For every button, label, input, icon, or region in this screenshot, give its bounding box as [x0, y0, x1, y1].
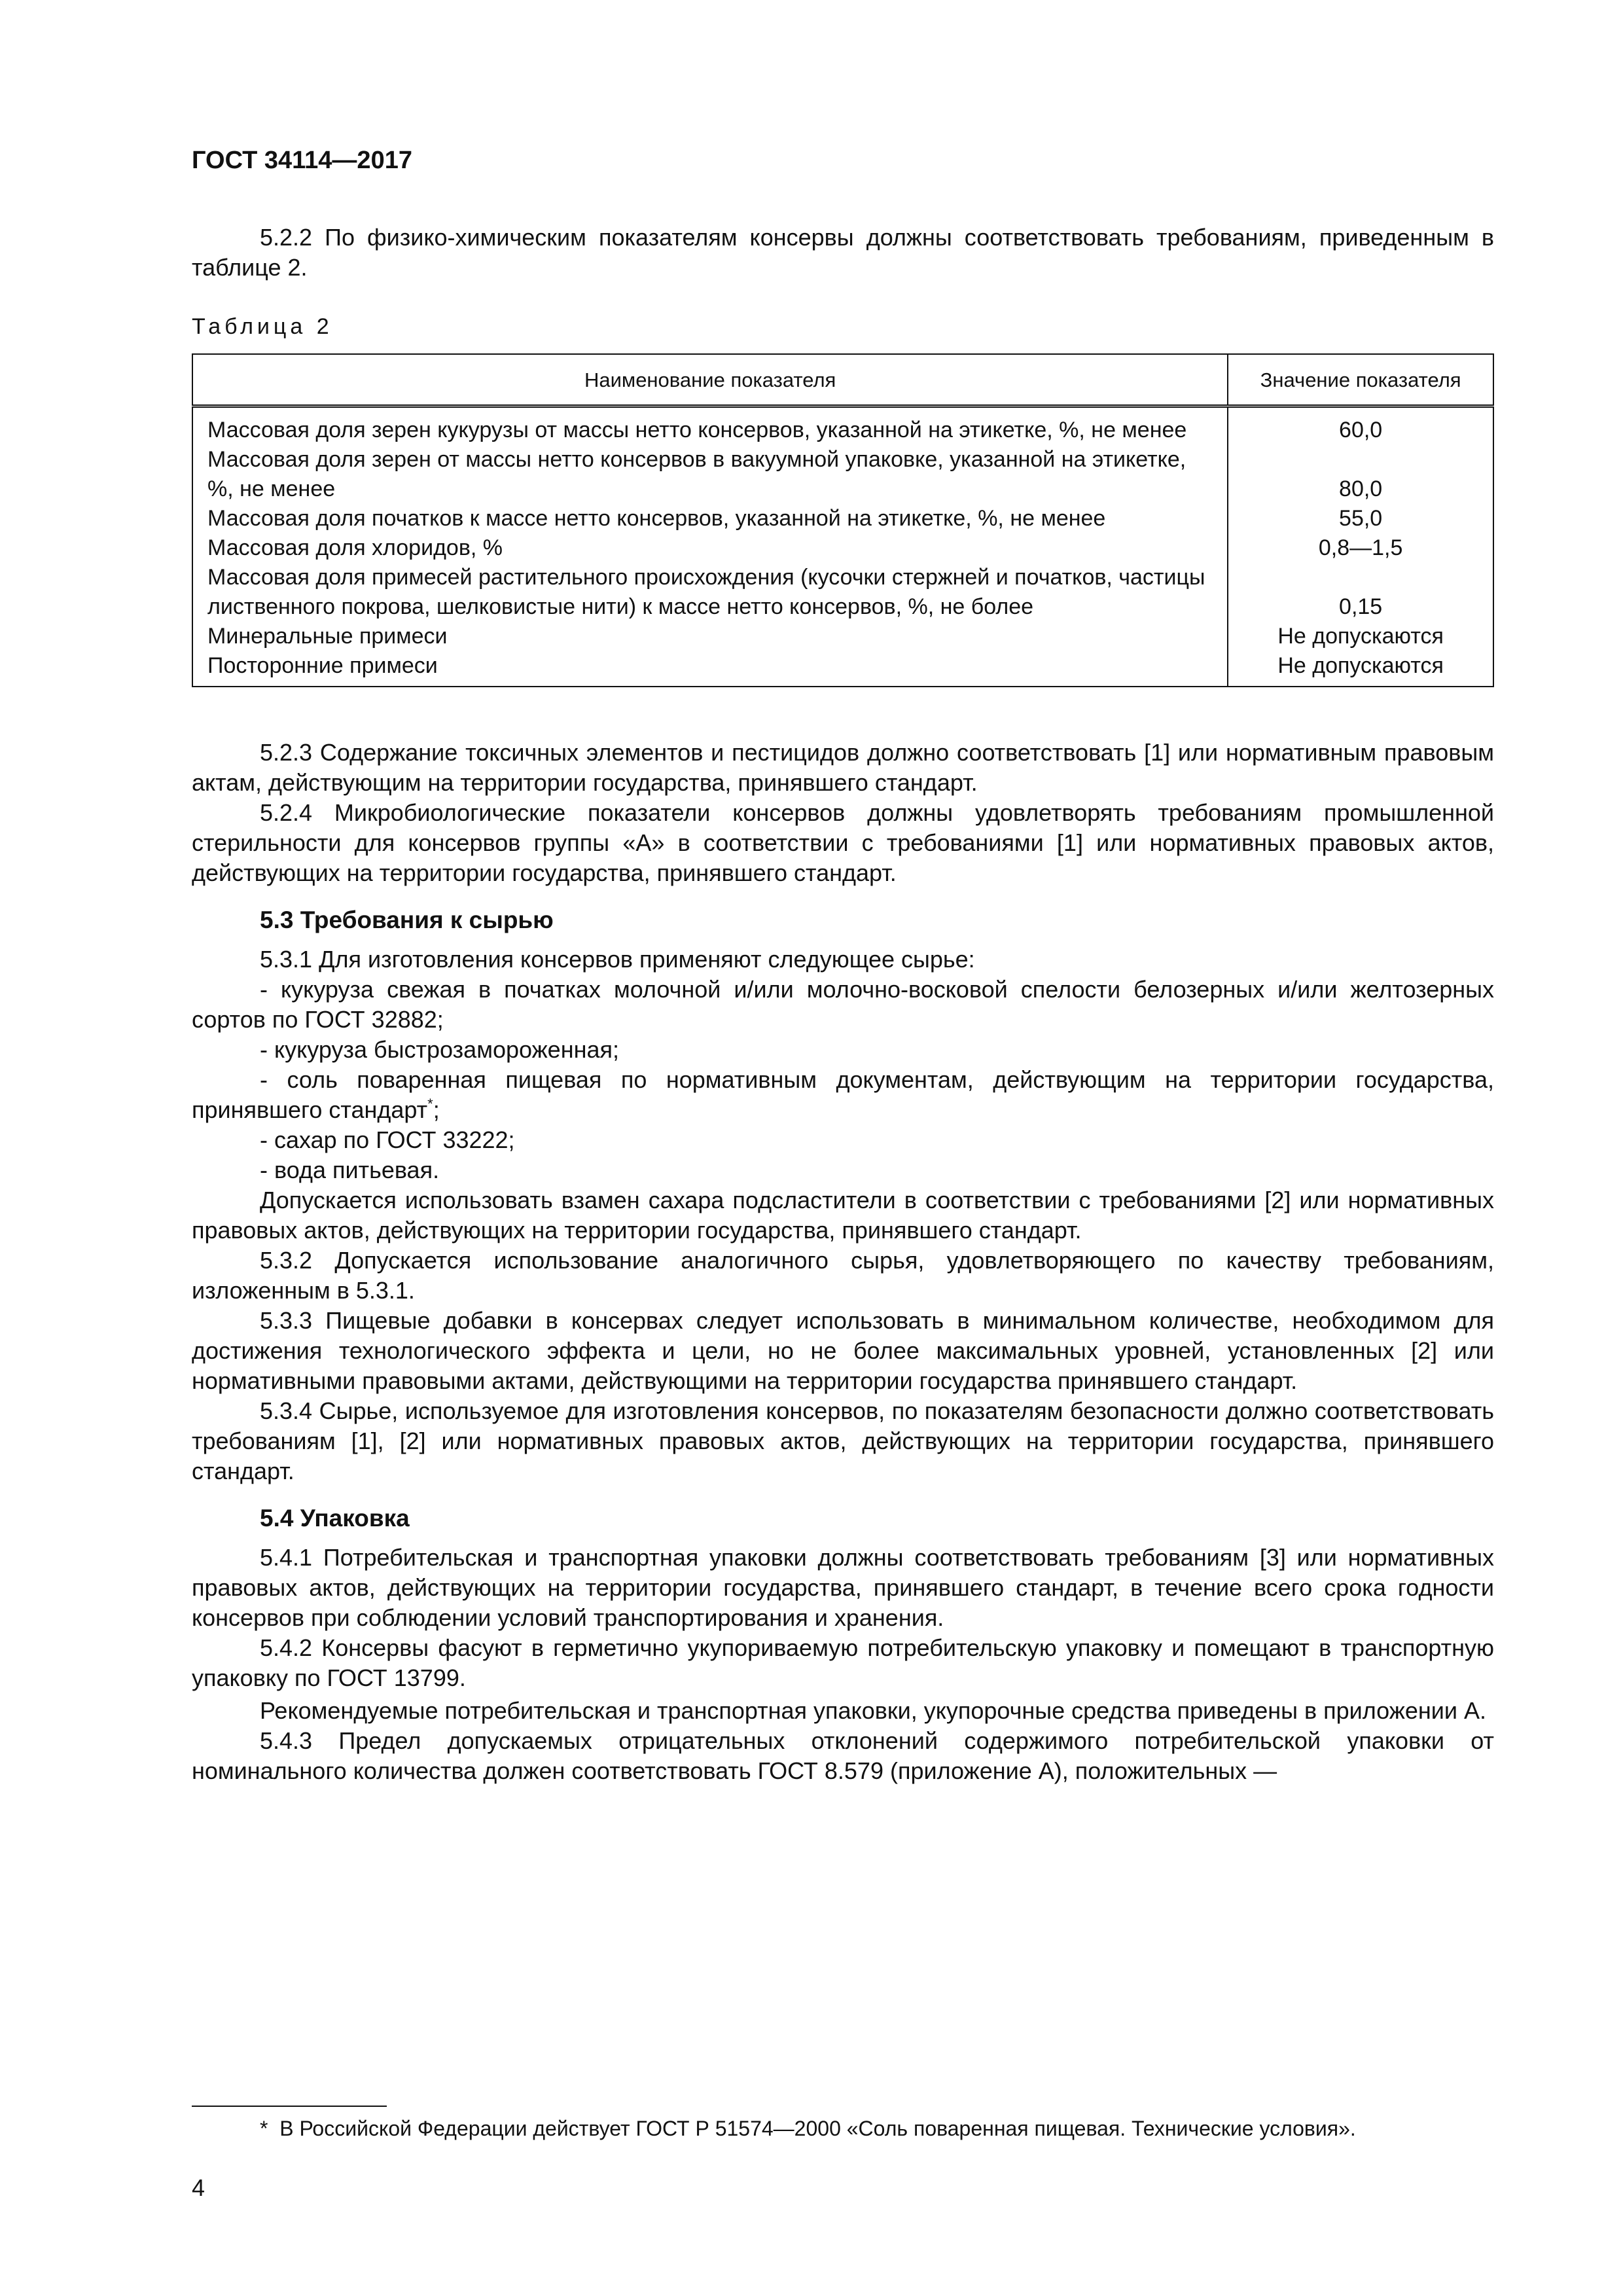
paragraph-5-3-1: 5.3.1 Для изготовления консервов применяют следующее сырье: [260, 946, 975, 973]
table-caption: Таблица 2 [192, 314, 333, 339]
table-row [192, 622, 1493, 651]
page-number: 4 [192, 2174, 205, 2201]
indicator-value: 0,8—1,5 [1228, 533, 1493, 563]
paragraph-5-4-3: 5.4.3 Предел допускаемых отрицательных отклонений содержимого потребительской упаковки от номинального количества должен соответствовать ГОСТ 8.579 (приложение А), положительных — [192, 1727, 1494, 1784]
indicator-name: Посторонние примеси [192, 651, 1228, 687]
indicator-value: 55,0 [1228, 504, 1493, 533]
footnote [192, 2114, 1494, 2143]
indicator-name: Массовая доля зерен от массы нетто консервов в вакуумной упаковке, указанной на этикетке, %, не менее [192, 445, 1228, 504]
paragraph-5-2-4: 5.2.4 Микробиологические показатели консервов должны удовлетворять требованиям промышленной стерильности для консервов группы «А» в соответствии с требованиями [1] или нормативных правовых актов, действующих на территории государства, принявшего стандарт. [192, 799, 1494, 886]
indicator-value: Не допускаются [1228, 622, 1493, 651]
indicator-name: Массовая доля хлоридов, % [192, 533, 1228, 563]
paragraph-5-4-1: 5.4.1 Потребительская и транспортная упаковки должны соответствовать требованиям [3] или нормативных правовых актов, действующих на территории государства, принявшего стандарт, в течение всего срока годности консервов при соблюдении условий транспортирования и хранения. [192, 1544, 1494, 1631]
table-row [192, 563, 1493, 622]
paragraph-5-3-2: 5.3.2 Допускается использование аналогичного сырья, удовлетворяющего по качеству требованиям, изложенным в 5.3.1. [192, 1247, 1494, 1304]
indicator-name: Массовая доля зерен кукурузы от массы нетто консервов, указанной на этикетке, %, не менее [192, 406, 1228, 446]
paragraph-5-3-4: 5.3.4 Сырье, используемое для изготовления консервов, по показателям безопасности должно соответствовать требованиям [1], [2] или нормативных правовых актов, действующих на территории государства, принявшего стандарт. [192, 1397, 1494, 1484]
indicator-value: 0,15 [1228, 563, 1493, 622]
indicator-value: 80,0 [1228, 445, 1493, 504]
footnote-mark: * [260, 2117, 268, 2140]
list-item: - сахар по ГОСТ 33222; [260, 1126, 515, 1153]
list-item: - кукуруза быстрозамороженная; [260, 1036, 619, 1063]
paragraph-recommended: Рекомендуемые потребительская и транспортная упаковки, укупорочные средства приведены в приложении А. [260, 1697, 1487, 1724]
list-item: - вода питьевая. [260, 1157, 440, 1183]
footnote-separator [192, 2106, 387, 2107]
footnote-text-wrap [192, 2114, 1494, 2143]
main-text-block [192, 738, 1494, 1786]
list-item-text: - соль поваренная пищевая по нормативным документам, действующим на территории государства, принявшего стандарт [192, 1066, 1494, 1123]
intro-block [192, 223, 1494, 283]
table-row [192, 533, 1493, 563]
paragraph-5-2-2: 5.2.2 По физико-химическим показателям консервы должны соответствовать требованиям, приведенным в таблице 2. [192, 224, 1494, 281]
paragraph-5-4-2: 5.4.2 Консервы фасуют в герметично укупориваемую потребительскую упаковку и помещают в транспортную упаковку по ГОСТ 13799. [192, 1634, 1494, 1691]
indicator-name: Массовая доля початков к массе нетто консервов, указанной на этикетке, %, не менее [192, 504, 1228, 533]
list-item-end: ; [433, 1096, 440, 1123]
column-header-value: Значение показателя [1228, 354, 1493, 406]
document-id-header: ГОСТ 34114—2017 [192, 147, 412, 174]
footnote-reference[interactable]: * [427, 1096, 433, 1112]
indicators-table [192, 353, 1494, 687]
table-row [192, 445, 1493, 504]
indicator-value: 60,0 [1228, 406, 1493, 446]
indicator-value: Не допускаются [1228, 651, 1493, 687]
section-heading-5-3: 5.3 Требования к сырью [260, 906, 554, 933]
table-row [192, 504, 1493, 533]
list-item: - кукуруза свежая в початках молочной и/или молочно-восковой спелости белозерных и/или желтозерных сортов по ГОСТ 32882; [192, 976, 1494, 1033]
table-row [192, 651, 1493, 687]
indicator-name: Массовая доля примесей растительного происхождения (кусочки стержней и початков, частицы лиственного покрова, шелковистые нити) к массе нетто консервов, %, не более [192, 563, 1228, 622]
paragraph-5-2-3: 5.2.3 Содержание токсичных элементов и пестицидов должно соответствовать [1] или нормативным правовым актам, действующим на территории государства, принявшего стандарт. [192, 739, 1494, 796]
footnote-text: В Российской Федерации действует ГОСТ Р 51574—2000 «Соль поваренная пищевая. Технические условия». [279, 2117, 1356, 2140]
table-header-row [192, 354, 1493, 406]
indicator-name: Минеральные примеси [192, 622, 1228, 651]
column-header-name: Наименование показателя [192, 354, 1228, 406]
list-item [192, 1065, 1494, 1125]
paragraph-sweeteners: Допускается использовать взамен сахара подсластители в соответствии с требованиями [2] или нормативных правовых актов, действующих на территории государства, принявшего стандарт. [192, 1187, 1494, 1244]
table-row [192, 406, 1493, 446]
section-heading-5-4: 5.4 Упаковка [260, 1505, 410, 1532]
paragraph-5-3-3: 5.3.3 Пищевые добавки в консервах следует использовать в минимальном количестве, необходимом для достижения технологического эффекта и цели, но не более максимальных уровней, установленных [2] или нормативными правовыми актами, действующими на территории государства принявшего стандарт. [192, 1307, 1494, 1394]
